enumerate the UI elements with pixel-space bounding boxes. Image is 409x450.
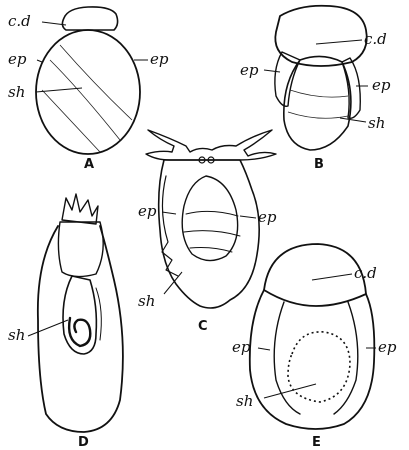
figure-c-label-ep-left: ep [138,202,157,220]
figure-b-label-sh: sh [368,114,386,132]
figure-a [8,7,169,172]
figure-e-shell [288,332,350,402]
figure-b-caption: B [314,157,324,172]
figure-e-epiphragm-right [334,302,358,414]
figure-c-head [146,130,276,160]
figure-c [138,130,277,334]
figure-e-label-ep-left: ep [232,338,251,356]
figure-d-shell [63,276,96,354]
figure-a-label-cd: c.d [8,12,31,30]
figure-b-label-cd: c.d [364,30,387,48]
figure-a-cap [62,7,117,30]
figure-d-mantle [58,222,103,277]
figure-e-cap [264,244,366,306]
figure-d-body [38,226,123,432]
figure-b-shell [284,56,351,150]
figure-d-head [62,194,98,224]
figure-a-caption: A [84,157,95,172]
figure-c-label-sh: sh [138,292,156,310]
figure-d [8,194,123,450]
figure-d-caption: D [78,435,89,450]
figure-a-label-ep-right: ep [150,50,169,68]
figure-b [240,6,391,172]
figure-e-label-ep-right: ep [378,338,397,356]
figure-e [232,244,397,450]
figure-e-label-cd: c.d [354,264,377,282]
figure-e-epiphragm-left [274,302,300,414]
figure-c-caption: C [198,319,208,334]
figure-c-label-ep-right: ep [258,208,277,226]
figure-e-caption: E [312,435,321,450]
figure-a-label-ep-left: ep [8,50,27,68]
figure-c-body [159,160,260,308]
figure-d-label-sh: sh [8,326,26,344]
figure-e-label-sh: sh [236,392,254,410]
figure-e-body [250,290,375,429]
figure-a-shell [36,30,140,154]
figure-b-label-ep-right: ep [372,76,391,94]
figure-a-label-sh: sh [8,83,26,101]
figure-b-label-ep-left: ep [240,61,259,79]
